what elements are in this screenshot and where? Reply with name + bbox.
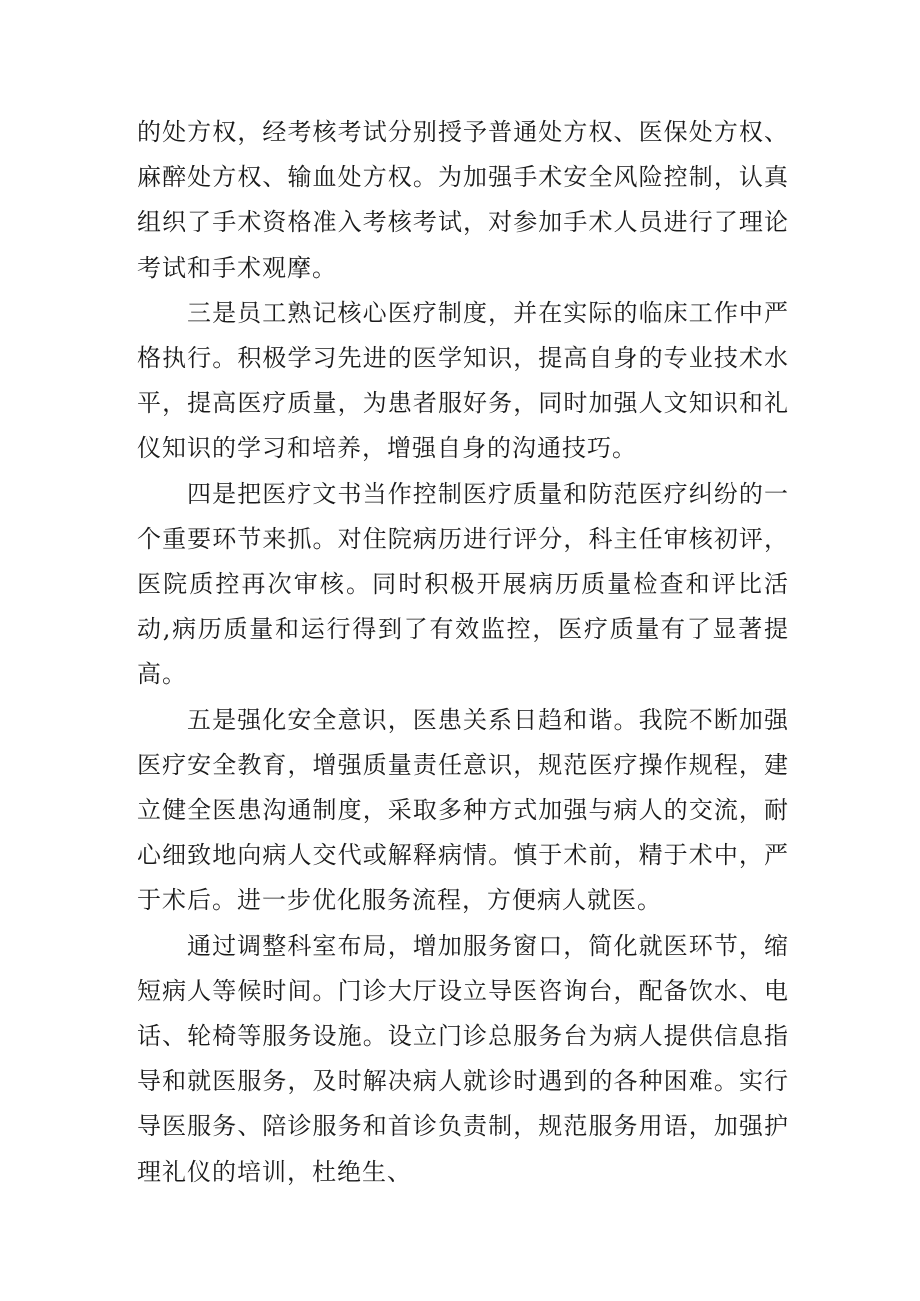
document-body bbox=[137, 110, 789, 1195]
paragraph-item-4: 四是把医疗文书当作控制医疗质量和防范医疗纠纷的一个重要环节来抓。对住院病历进行评分，科主任审核初评，医院质控再次审核。同时积极开展病历质量检查和评比活动,病历质量和运行得到了有效监控，医疗质量有了显著提高。 bbox=[137, 479, 789, 689]
paragraph-item-3: 三是员工熟记核心医疗制度，并在实际的临床工作中严格执行。积极学习先进的医学知识，提高自身的专业技术水平，提高医疗质量，为患者服好务，同时加强人文知识和礼仪知识的学习和培养，增强自身的沟通技巧。 bbox=[137, 298, 789, 463]
paragraph-continuation: 的处方权，经考核考试分别授予普通处方权、医保处方权、麻醉处方权、输血处方权。为加强手术安全风险控制，认真组织了手术资格准入考核考试，对参加手术人员进行了理论考试和手术观摩。 bbox=[137, 118, 789, 282]
paragraph-service-process: 通过调整科室布局，增加服务窗口，简化就医环节，缩短病人等候时间。门诊大厅设立导医咨询台，配备饮水、电话、轮椅等服务设施。设立门诊总服务台为病人提供信息指导和就医服务，及时解决病人就诊时遇到的各种困难。实行导医服务、陪诊服务和首诊负责制，规范服务用语，加强护理礼仪的培训，杜绝生、 bbox=[137, 931, 789, 1186]
paragraph-item-5: 五是强化安全意识，医患关系日趋和谐。我院不断加强医疗安全教育，增强质量责任意识，规范医疗操作规程，建立健全医患沟通制度，采取多种方式加强与病人的交流，耐心细致地向病人交代或解释病情。慎于术前，精于术中，严于术后。进一步优化服务流程，方便病人就医。 bbox=[137, 705, 789, 915]
